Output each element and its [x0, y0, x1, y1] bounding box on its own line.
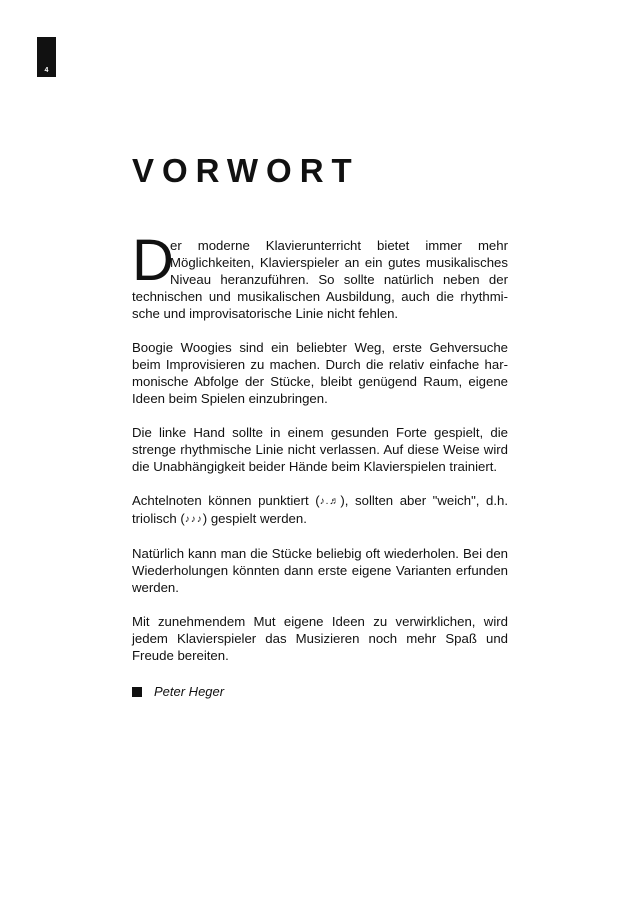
text-line: Wiederholungen könnten dann erste eigene Varianten erfunden — [132, 563, 508, 578]
text-segment: ), sollten aber "weich", d.h. — [340, 493, 508, 508]
text-line — [132, 510, 508, 528]
text-line: jedem Klavierspieler das Musizieren noch mehr Spaß und — [132, 631, 508, 646]
text-line: Boogie Woogies sind ein beliebter Weg, erste Gehversuche — [132, 340, 508, 355]
paragraph-intro — [132, 228, 508, 322]
paragraph-repeat — [132, 545, 508, 596]
text-line: er moderne Klavierunterricht bietet immer mehr — [170, 238, 508, 253]
text-segment: Achtelnoten können punktiert ( — [132, 493, 320, 508]
text-line: Die linke Hand sollte in einem gesunden Forte gespielt, die — [132, 425, 508, 440]
page-number: 4 — [44, 67, 49, 74]
paragraph-left-hand — [132, 424, 508, 475]
text-line: strenge rhythmische Linie nicht verlassen. Auf diese Weise wird — [132, 442, 508, 457]
text-line: technischen und musikalischen Ausbildung, auch die rhythmi- — [132, 289, 508, 304]
author-name: Peter Heger — [154, 684, 225, 699]
page-number-tab — [37, 37, 56, 77]
text-line: beim Improvisieren zu machen. Durch die relativ einfache har- — [132, 357, 508, 372]
text-line: monische Abfolge der Stücke, bleibt genügend Raum, eigene — [132, 374, 508, 389]
dotted-eighths-icon: ♪.♬ — [319, 496, 341, 507]
paragraph-courage — [132, 613, 508, 664]
page-title: VORWORT — [132, 152, 360, 189]
square-bullet-icon — [132, 687, 142, 697]
text-line: Freude bereiten. — [132, 648, 229, 663]
signature — [132, 684, 224, 699]
text-line: Mit zunehmendem Mut eigene Ideen zu verwirklichen, wird — [132, 614, 508, 629]
text-line — [132, 492, 508, 510]
text-line: sche und improvisatorische Linie nicht fehlen. — [132, 306, 399, 321]
body-text — [132, 228, 508, 681]
text-line: Möglichkeiten, Klavierspieler an ein gutes musikalisches — [170, 255, 508, 270]
text-line: Natürlich kann man die Stücke beliebig oft wiederholen. Bei den — [132, 546, 508, 561]
text-segment: triolisch ( — [132, 511, 185, 526]
text-line: werden. — [132, 580, 179, 595]
text-line: die Unabhängigkeit beider Hände beim Klavierspielen trainiert. — [132, 459, 498, 474]
text-segment: ) gespielt werden. — [202, 511, 307, 526]
paragraph-eighth-notes — [132, 492, 508, 528]
text-line: Ideen beim Spielen einzubringen. — [132, 391, 328, 406]
triplet-eighths-icon: ♪♪♪ — [184, 514, 203, 525]
paragraph-boogie — [132, 339, 508, 407]
drop-cap: D — [132, 228, 174, 293]
text-line: Niveau heranzuführen. So sollte natürlich neben der — [170, 272, 508, 287]
